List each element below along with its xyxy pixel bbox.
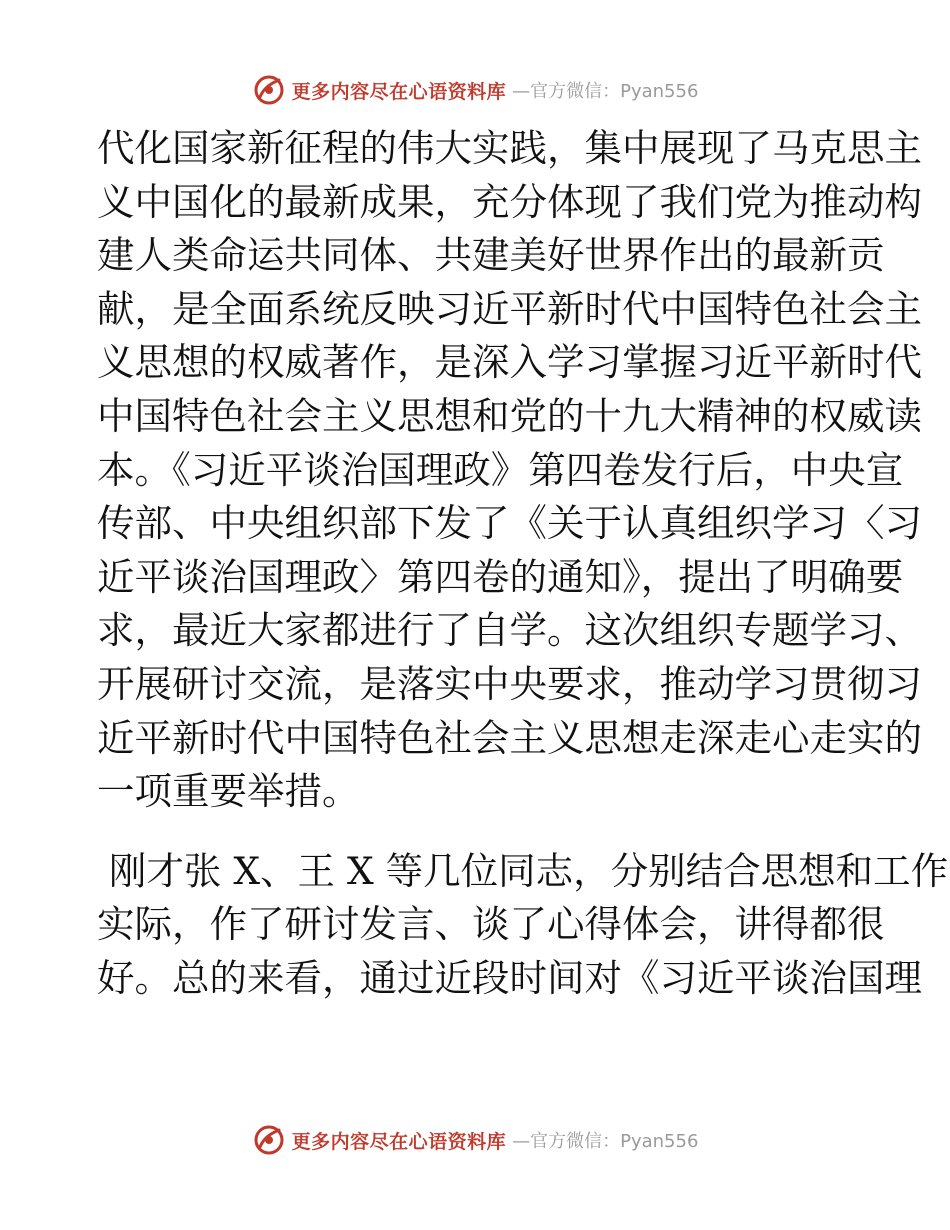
pen-swirl-icon (252, 73, 286, 107)
text-line: 义思想的权威著作，是深入学习掌握习近平新时代 (97, 340, 922, 385)
pen-swirl-icon (252, 1123, 286, 1157)
text-line: 好。总的来看，通过近段时间对《习近平谈治国理 (97, 955, 922, 1000)
paragraph-gap (97, 819, 853, 845)
text-line: 刚才张 X、王 X 等几位同志，分别结合思想和工作 (97, 848, 949, 893)
text-line: 一项重要举措。 (97, 769, 360, 814)
text-line: 传部、中央组织部下发了《关于认真组织学习〈习 (97, 501, 922, 546)
text-line: 献，是全面系统反映习近平新时代中国特色社会主 (97, 286, 922, 331)
text-line: 近平新时代中国特色社会主义思想走深走心走实的 (97, 715, 922, 760)
header-banner (0, 70, 950, 110)
text-line: 求，最近大家都进行了自学。这次组织专题学习、 (97, 608, 922, 653)
banner-title: 更多内容尽在心语资料库 (291, 1130, 507, 1153)
text-line: 建人类命运共同体、共建美好世界作出的最新贡 (97, 233, 885, 278)
text-line: 开展研讨交流，是落实中央要求，推动学习贯彻习 (97, 661, 922, 706)
paragraph-2 (97, 845, 949, 1006)
text-line: 义中国化的最新成果，充分体现了我们党为推动构 (97, 179, 922, 224)
text-line: 实际，作了研讨发言、谈了心得体会，讲得都很 (97, 902, 885, 947)
banner-wechat: —官方微信：Pyan556 (512, 81, 699, 102)
banner-wechat: —官方微信：Pyan556 (512, 1131, 699, 1152)
text-line: 中国特色社会主义思想和党的十九大精神的权威读 (97, 393, 922, 438)
text-line: 近平谈治国理政〉第四卷的通知》，提出了明确要 (97, 554, 904, 599)
paragraph-1 (97, 122, 922, 819)
text-line: 本。《习近平谈治国理政》第四卷发行后，中央宣 (97, 447, 904, 492)
document-body (97, 122, 949, 1006)
text-line: 代化国家新征程的伟大实践，集中展现了马克思主 (97, 126, 922, 170)
footer-banner (0, 1120, 950, 1160)
banner-title: 更多内容尽在心语资料库 (291, 80, 507, 103)
